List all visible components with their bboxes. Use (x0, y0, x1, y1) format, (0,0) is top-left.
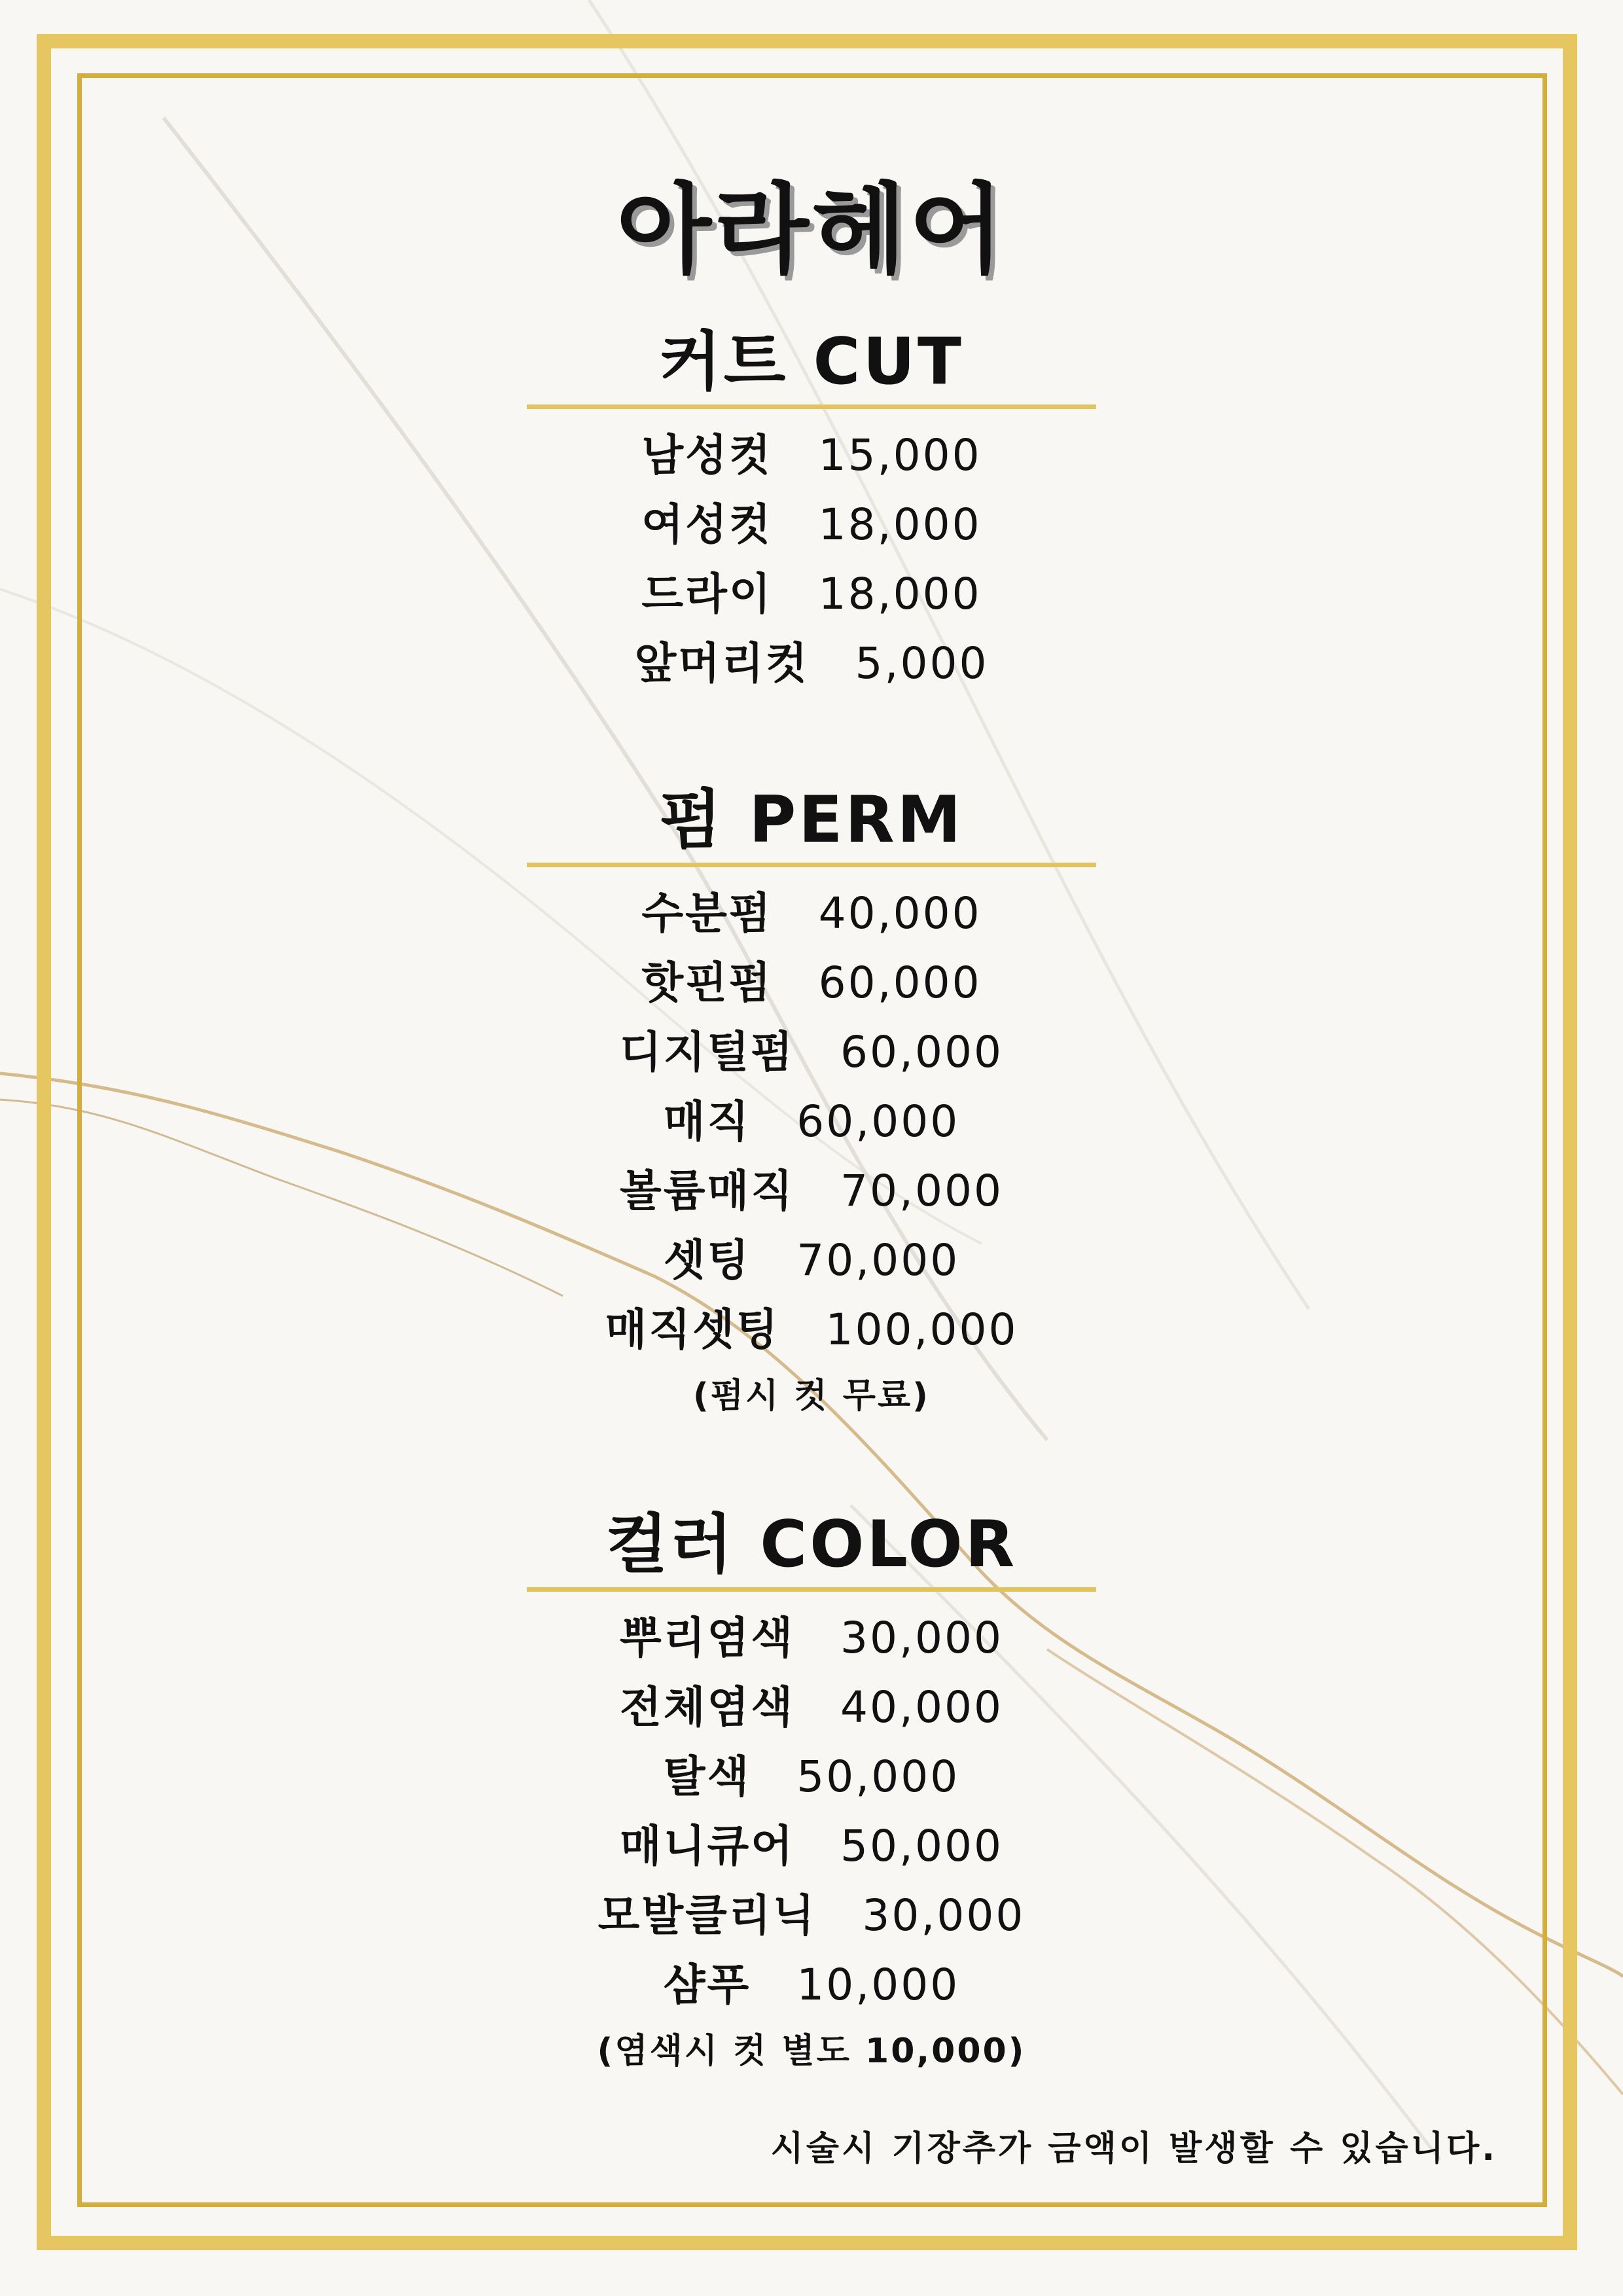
item-price: 60,000 (840, 1027, 1003, 1077)
price-item (0, 1018, 1623, 1087)
section-divider (527, 1587, 1096, 1592)
price-item (0, 1950, 1623, 2020)
section-heading: 펌 PERM (659, 783, 964, 857)
item-name: 모발클리닉 (597, 1890, 817, 1941)
section-color (0, 1502, 1623, 2083)
item-price: 100,000 (825, 1304, 1018, 1355)
item-price: 60,000 (796, 1096, 960, 1147)
price-item (0, 1295, 1623, 1365)
item-name: 디지털펌 (620, 1027, 795, 1077)
item-name: 수분펌 (641, 888, 773, 939)
item-price: 70,000 (840, 1166, 1003, 1216)
section-note: (염색시 컷 별도 10,000) (597, 2032, 1026, 2071)
item-name: 앞머리컷 (634, 638, 810, 689)
salon-title: 아라헤어 (616, 173, 1007, 287)
section-divider (527, 863, 1096, 867)
item-name: 뿌리염색 (620, 1613, 795, 1663)
item-price: 10,000 (796, 1960, 960, 2010)
item-name: 매직셋팅 (605, 1304, 780, 1355)
price-item (0, 879, 1623, 948)
section-heading: 컬러 COLOR (605, 1507, 1018, 1582)
price-item (0, 1742, 1623, 1812)
price-item (0, 1087, 1623, 1157)
item-name: 남성컷 (641, 430, 773, 480)
item-name: 여성컷 (641, 499, 773, 550)
price-item (0, 1604, 1623, 1673)
item-name: 셋팅 (663, 1235, 751, 1285)
item-name: 샴푸 (663, 1960, 751, 2010)
price-item (0, 1881, 1623, 1950)
item-name: 전체염색 (620, 1682, 795, 1732)
price-item (0, 560, 1623, 629)
item-price: 50,000 (840, 1821, 1003, 1871)
price-item (0, 1812, 1623, 1881)
section-note: (펌시 컷 무료) (693, 1376, 930, 1416)
item-price: 40,000 (840, 1682, 1003, 1732)
item-price: 70,000 (796, 1235, 960, 1285)
price-item (0, 1226, 1623, 1295)
section-heading: 커트 CUT (659, 325, 964, 399)
item-price: 30,000 (840, 1613, 1003, 1663)
item-price: 5,000 (855, 638, 989, 689)
item-price: 60,000 (818, 958, 982, 1008)
section-divider (527, 404, 1096, 409)
item-name: 볼륨매직 (620, 1166, 795, 1216)
item-name: 매니큐어 (620, 1821, 795, 1871)
item-price: 18,000 (818, 499, 982, 550)
item-price: 50,000 (796, 1751, 960, 1802)
price-item (0, 490, 1623, 560)
item-name: 핫핀펌 (641, 958, 773, 1008)
price-item (0, 629, 1623, 698)
footer-note: 시술시 기장추가 금액이 발생할 수 있습니다. (770, 2129, 1497, 2168)
price-item (0, 1673, 1623, 1742)
section-perm (0, 778, 1623, 1427)
item-price: 30,000 (862, 1890, 1026, 1941)
item-name: 드라이 (641, 569, 773, 619)
price-item (0, 1157, 1623, 1226)
price-item (0, 421, 1623, 490)
item-name: 매직 (663, 1096, 751, 1147)
item-name: 탈색 (663, 1751, 751, 1802)
price-item (0, 948, 1623, 1018)
item-price: 18,000 (818, 569, 982, 619)
section-cut (0, 319, 1623, 698)
item-price: 40,000 (818, 888, 982, 939)
item-price: 15,000 (818, 430, 982, 480)
